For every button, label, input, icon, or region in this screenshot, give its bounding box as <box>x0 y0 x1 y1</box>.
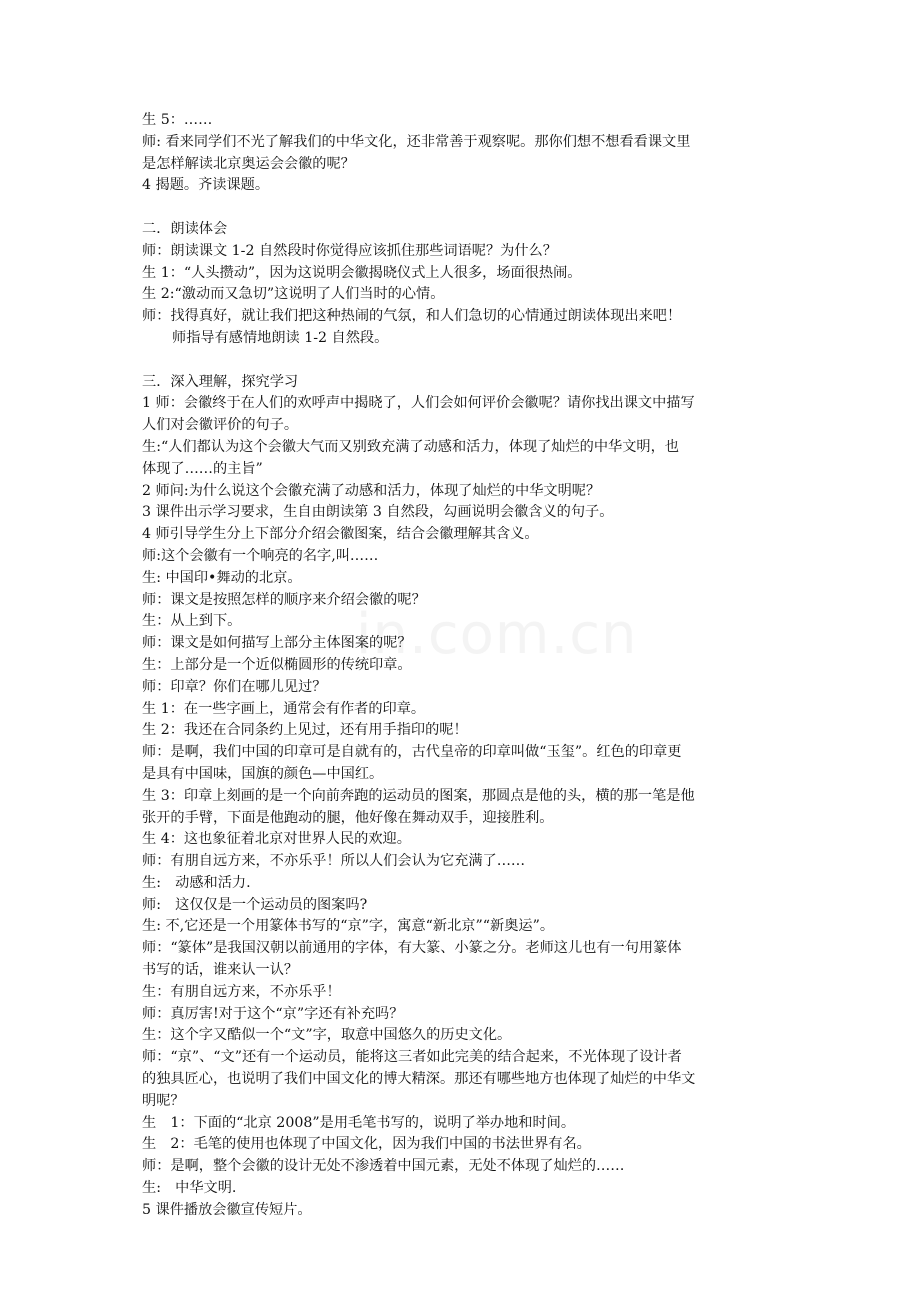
text-line: 生 2：毛笔的使用也体现了中国文化，因为我们中国的书法世界有名。 <box>142 1136 591 1153</box>
text-line: 的独具匠心，也说明了我们中国文化的博大精深。那还有哪些地方也体现了灿烂的中华文 <box>142 1071 696 1088</box>
text-line: 生 3：印章上刻画的是一个向前奔跑的运动员的图案，那圆点是他的头，横的那一笔是他 <box>142 787 695 804</box>
text-line: 是怎样解读北京奥运会会徽的呢？ <box>142 155 355 172</box>
text-line: 3 课件出示学习要求，生自由朗读第 3 自然段，勾画说明会徽含义的句子。 <box>142 504 614 521</box>
text-line: 师：是啊，我们中国的印章可是自就有的，古代皇帝的印章叫做“玉玺”。红色的印章更 <box>142 744 682 761</box>
text-line: 是具有中国味，国旗的颜色—中国红。 <box>142 765 384 782</box>
text-line: 生 1：在一些字画上，通常会有作者的印章。 <box>142 700 426 717</box>
text-line: 生 4：这也象征着北京对世界人民的欢迎。 <box>142 831 411 848</box>
text-line: 张开的手臂，下面是他跑动的腿，他好像在舞动双手，迎接胜利。 <box>142 809 554 826</box>
text-line: 生 1：“人头攒动”，因为这说明会徽揭晓仪式上人很多，场面很热闹。 <box>142 264 582 281</box>
text-line: 生: 中华文明. <box>142 1180 237 1197</box>
document-body <box>142 110 792 1222</box>
text-line: 师: 这仅仅是一个运动员的图案吗? <box>142 896 368 913</box>
text-line: 生:“人们都认为这个会徽大气而又别致充满了动感和活力，体现了灿烂的中华文明，也 <box>142 438 679 455</box>
text-line: 生：有朋自远方来，不亦乐乎！ <box>142 983 341 1000</box>
section-heading: 三．深入理解，探究学习 <box>142 373 299 390</box>
text-line: 5 课件播放会徽宣传短片。 <box>142 1201 312 1218</box>
section-heading: 二．朗读体会 <box>142 220 228 237</box>
text-line: 师：课文是如何描写上部分主体图案的呢？ <box>142 635 412 652</box>
text-line: 生：从上到下。 <box>142 613 242 630</box>
text-line: 2 师问:为什么说这个会徽充满了动感和活力，体现了灿烂的中华文明呢？ <box>142 482 601 499</box>
blank-line <box>142 350 792 372</box>
text-line: 师：印章？你们在哪儿见过？ <box>142 678 327 695</box>
text-line: 4 揭题。齐读课题。 <box>142 177 270 194</box>
text-line: 师: 看来同学们不光了解我们的中华文化，还非常善于观察呢。那你们想不想看看课文里 <box>142 133 691 150</box>
text-line: 明呢？ <box>142 1092 185 1109</box>
text-line: 师:这个会徽有一个响亮的名字,叫…… <box>142 547 379 564</box>
text-line: 师：真厉害!对于这个“京”字还有补充吗？ <box>142 1005 404 1022</box>
text-line: 生 1：下面的“北京 2008”是用毛笔书写的，说明了举办地和时间。 <box>142 1114 576 1131</box>
text-line: 4 师引导学生分上下部分介绍会徽图案，结合会徽理解其含义。 <box>142 526 539 543</box>
text-line: 师：“京”、“文”还有一个运动员，能将这三者如此完美的结合起来，不光体现了设计者 <box>142 1049 682 1066</box>
text-line: 人们对会徽评价的句子。 <box>142 417 299 434</box>
text-line: 生 5：…… <box>142 112 213 128</box>
text-line: 师指导有感情地朗读 1-2 自然段。 <box>172 329 389 346</box>
text-line: 生: 中国印•舞动的北京。 <box>142 569 302 586</box>
text-line: 生：这个字又酷似一个“文”字，取意中国悠久的历史文化。 <box>142 1027 512 1044</box>
text-line: 师：找得真好，就让我们把这种热闹的气氛，和人们急切的心情通过朗读体现出来吧！ <box>142 308 682 325</box>
text-line: 师：有朋自远方来，不亦乐乎！所以人们会认为它充满了…… <box>142 853 526 870</box>
text-line: 师：“篆体”是我国汉朝以前通用的字体，有大篆、小篆之分。老师这儿也有一句用篆体 <box>142 940 682 957</box>
text-line: 书写的话，谁来认一认？ <box>142 962 299 979</box>
blank-line <box>142 197 792 219</box>
text-line: 1 师：会徽终于在人们的欢呼声中揭晓了，人们会如何评价会徽呢？请你找出课文中描写 <box>142 395 695 412</box>
text-line: 生：上部分是一个近似椭圆形的传统印章。 <box>142 656 412 673</box>
text-line: 生: 不,它还是一个用篆体书写的“京”字，寓意“新北京”“新奥运”。 <box>142 918 555 935</box>
text-line: 师：朗读课文 1-2 自然段时你觉得应该抓住那些词语呢？为什么？ <box>142 242 557 259</box>
text-line: 生: 动感和活力. <box>142 874 251 891</box>
text-line: 师：是啊，整个会徽的设计无处不渗透着中国元素，无处不体现了灿烂的…… <box>142 1158 625 1175</box>
text-line: 生 2:“激动而又急切”这说明了人们当时的心情。 <box>142 286 445 303</box>
watermark-text: in.com.cn <box>356 602 638 667</box>
text-line: 师：课文是按照怎样的顺序来介绍会徽的呢？ <box>142 591 426 608</box>
text-line: 生 2：我还在合同条约上见过，还有用手指印的呢！ <box>142 722 468 739</box>
text-line: 体现了……的主旨” <box>142 460 263 477</box>
